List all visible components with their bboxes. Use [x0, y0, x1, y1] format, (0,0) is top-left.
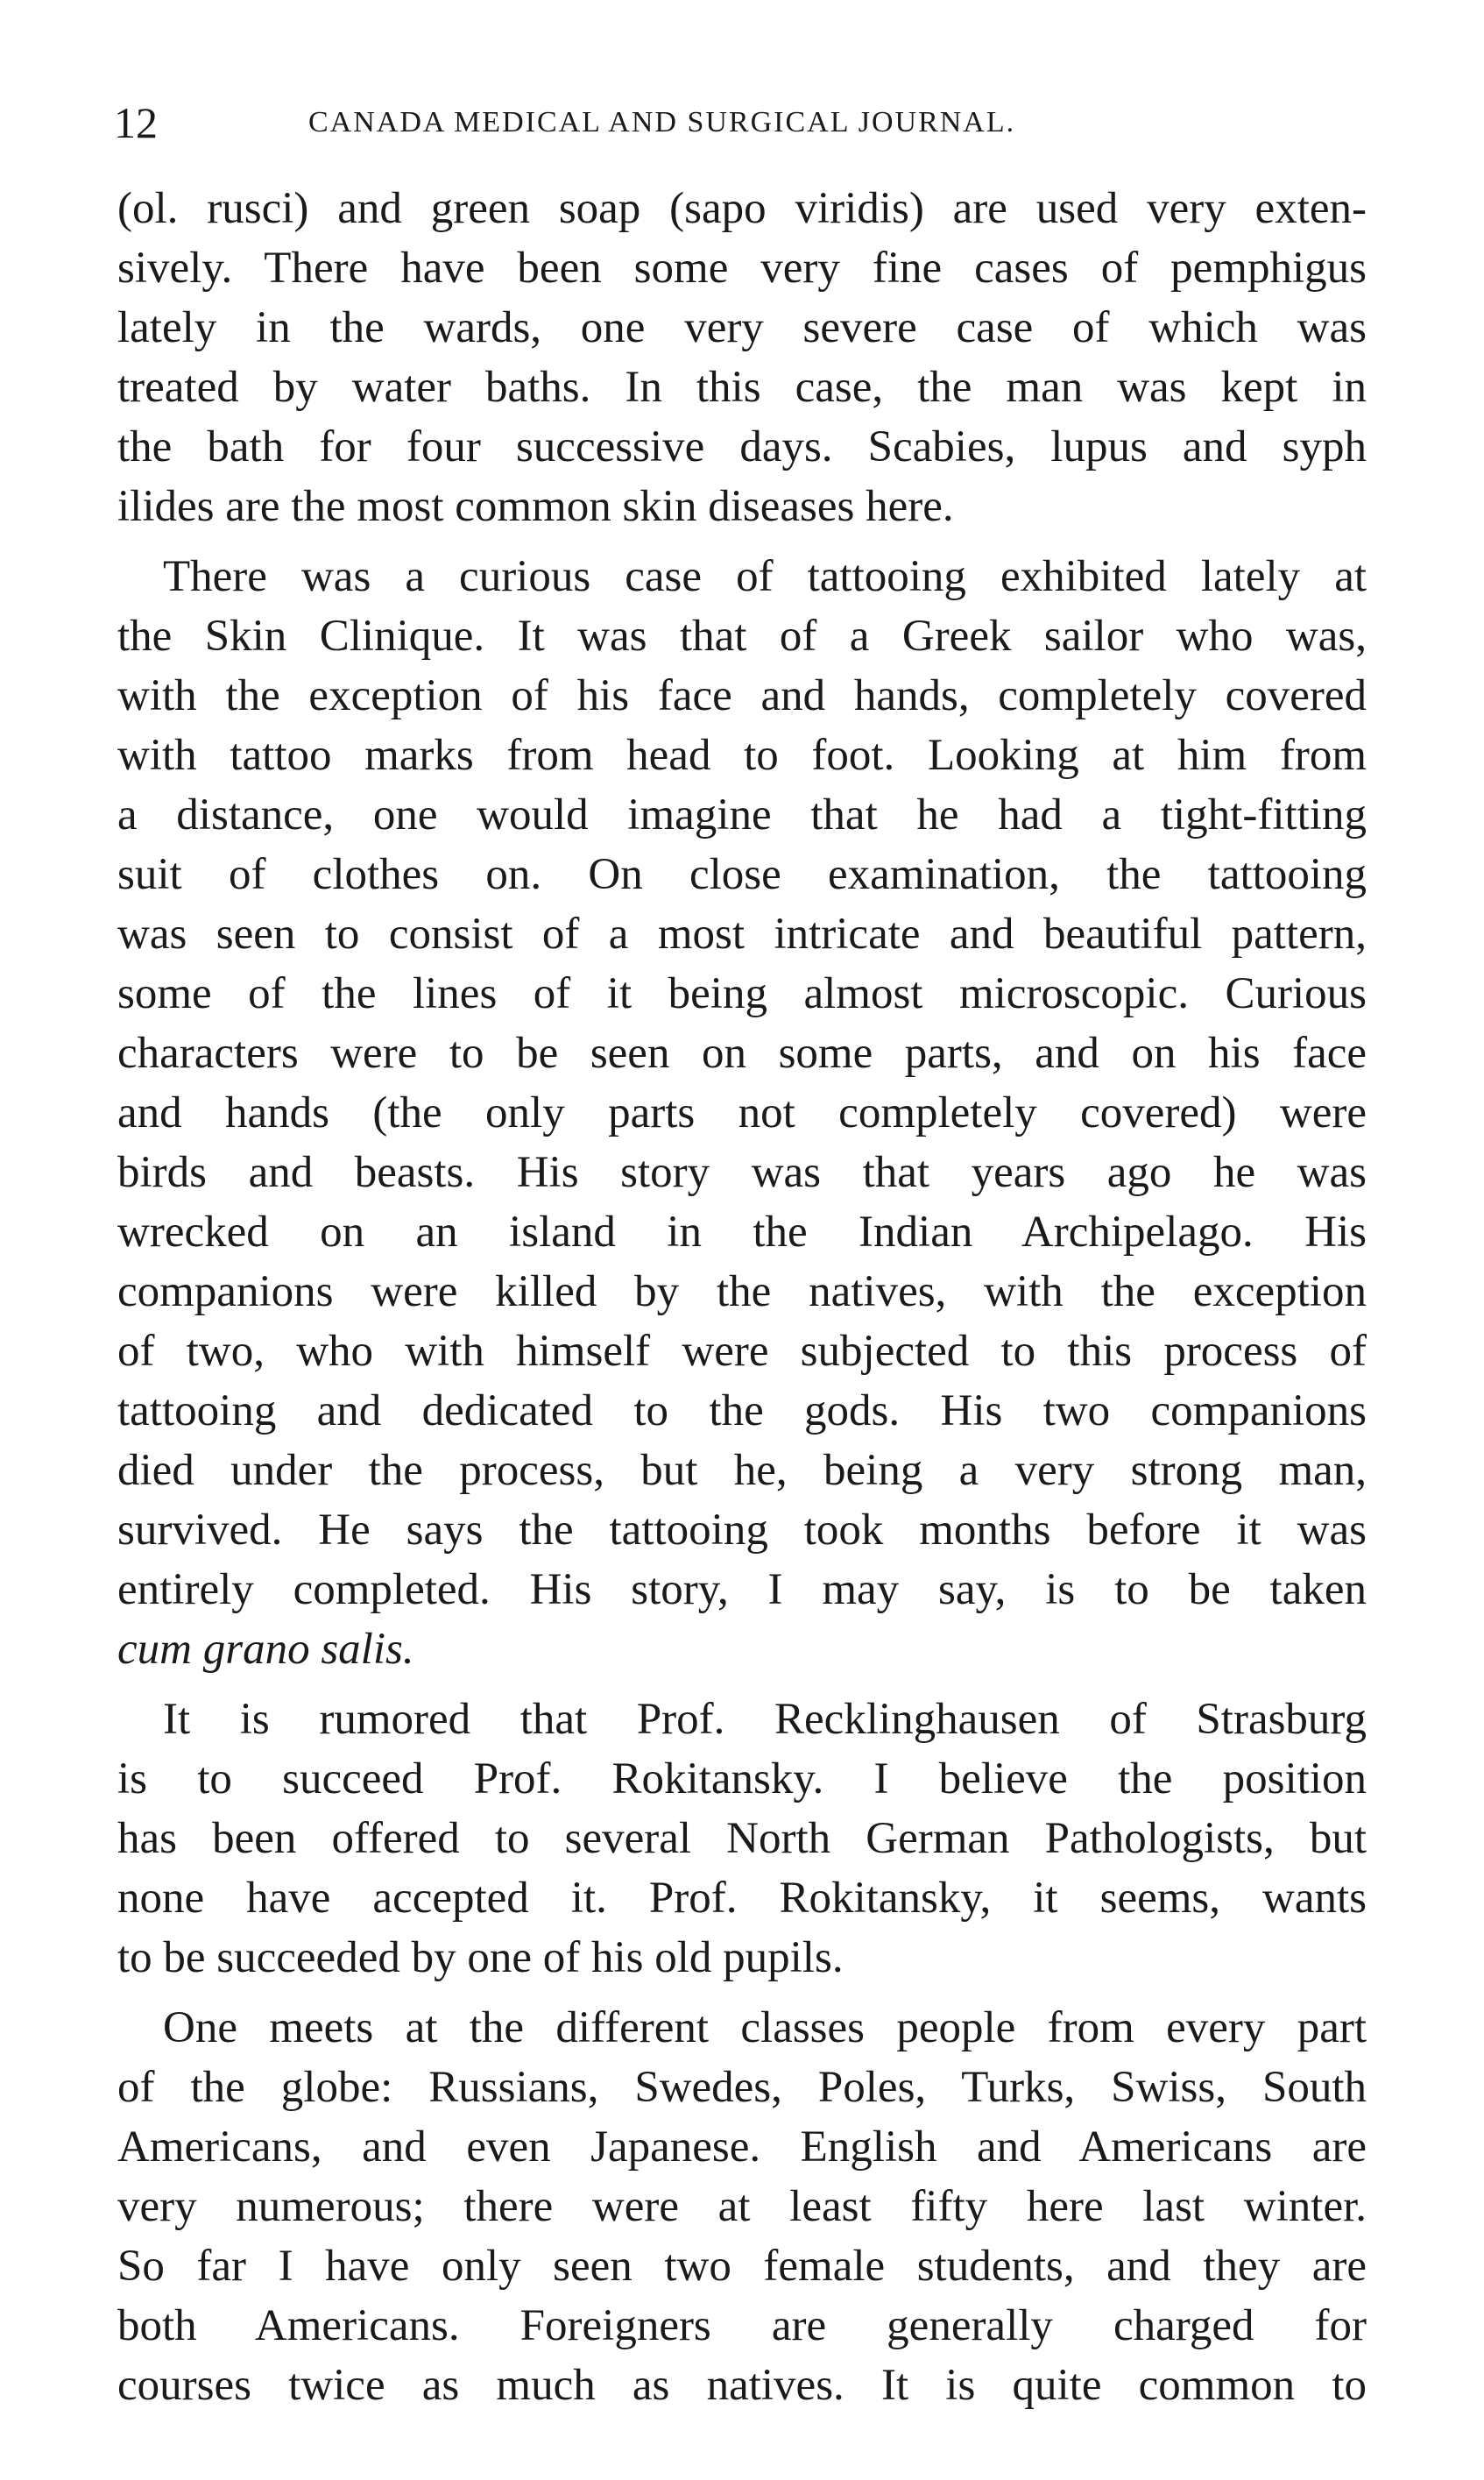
text-line: tattooing and dedicated to the gods. His two companions — [117, 1386, 1367, 1435]
paragraph-tattooing-case — [117, 547, 1367, 1679]
text-line: none have accepted it. Prof. Rokitansky, it seems, wants — [117, 1874, 1367, 1923]
text-line: is to succeed Prof. Rokitansky. I believe the position — [117, 1754, 1367, 1803]
text-line-italic: cum grano salis. — [117, 1625, 414, 1674]
text-line: very numerous; there were at least fifty here last winter. — [117, 2182, 1367, 2231]
body-text — [117, 179, 1367, 2415]
text-line: a distance, one would imagine that he had a tight-fitting — [117, 790, 1367, 840]
text-line: with the exception of his face and hands, completely covered — [117, 671, 1367, 720]
paragraph-foreign-students — [117, 1998, 1367, 2415]
text-line: and hands (the only parts not completely covered) were — [117, 1088, 1367, 1137]
text-line: of two, who with himself were subjected to this process of — [117, 1327, 1367, 1376]
text-line: has been offered to several North German Pathologists, but — [117, 1814, 1367, 1863]
running-title: CANADA MEDICAL AND SURGICAL JOURNAL. — [308, 106, 1016, 138]
text-line: courses twice as much as natives. It is quite common to — [117, 2361, 1367, 2410]
text-line: was seen to consist of a most intricate and beautiful pattern, — [117, 910, 1367, 959]
text-line: So far I have only seen two female students, and they are — [117, 2242, 1367, 2291]
text-line: birds and beasts. His story was that years ago he was — [117, 1148, 1367, 1197]
text-line: of the globe: Russians, Swedes, Poles, Turks, Swiss, South — [117, 2063, 1367, 2112]
text-line: both Americans. Foreigners are generally charged for — [117, 2301, 1367, 2350]
text-line: companions were killed by the natives, with the exception — [117, 1267, 1367, 1316]
paragraph-rokitansky-succession — [117, 1690, 1367, 1988]
text-line: with tattoo marks from head to foot. Looking at him from — [117, 731, 1367, 780]
text-line: characters were to be seen on some parts, and on his face — [117, 1029, 1367, 1078]
text-line: ilides are the most common skin diseases here. — [117, 482, 954, 531]
text-line: to be succeeded by one of his old pupils. — [117, 1933, 844, 1982]
text-line: (ol. rusci) and green soap (sapo viridis) are used very exten- — [117, 184, 1367, 233]
text-line: lately in the wards, one very severe case of which was — [117, 303, 1367, 352]
text-line: It is rumored that Prof. Recklinghausen of Strasburg — [163, 1695, 1367, 1744]
text-line: treated by water baths. In this case, the man was kept in — [117, 363, 1367, 412]
text-line: the bath for four successive days. Scabies, lupus and syph — [117, 422, 1367, 471]
text-line: Americans, and even Japanese. English and Americans are — [117, 2122, 1367, 2172]
text-line: One meets at the different classes people from every part — [163, 2003, 1367, 2052]
text-line: survived. He says the tattooing took months before it was — [117, 1506, 1367, 1555]
text-line: wrecked on an island in the Indian Archipelago. His — [117, 1208, 1367, 1257]
page-number: 12 — [114, 98, 158, 147]
text-line: suit of clothes on. On close examination, the tattooing — [117, 850, 1367, 899]
text-line: the Skin Clinique. It was that of a Greek sailor who was, — [117, 612, 1367, 661]
text-line: entirely completed. His story, I may say, is to be taken — [117, 1565, 1367, 1614]
text-line: There was a curious case of tattooing exhibited lately at — [163, 552, 1367, 601]
text-line: died under the process, but he, being a very strong man, — [117, 1446, 1367, 1495]
page-header — [114, 88, 1375, 158]
paragraph-skin-treatments — [117, 179, 1367, 536]
text-line: sively. There have been some very fine cases of pemphigus — [117, 244, 1367, 293]
text-line: some of the lines of it being almost microscopic. Curious — [117, 969, 1367, 1018]
